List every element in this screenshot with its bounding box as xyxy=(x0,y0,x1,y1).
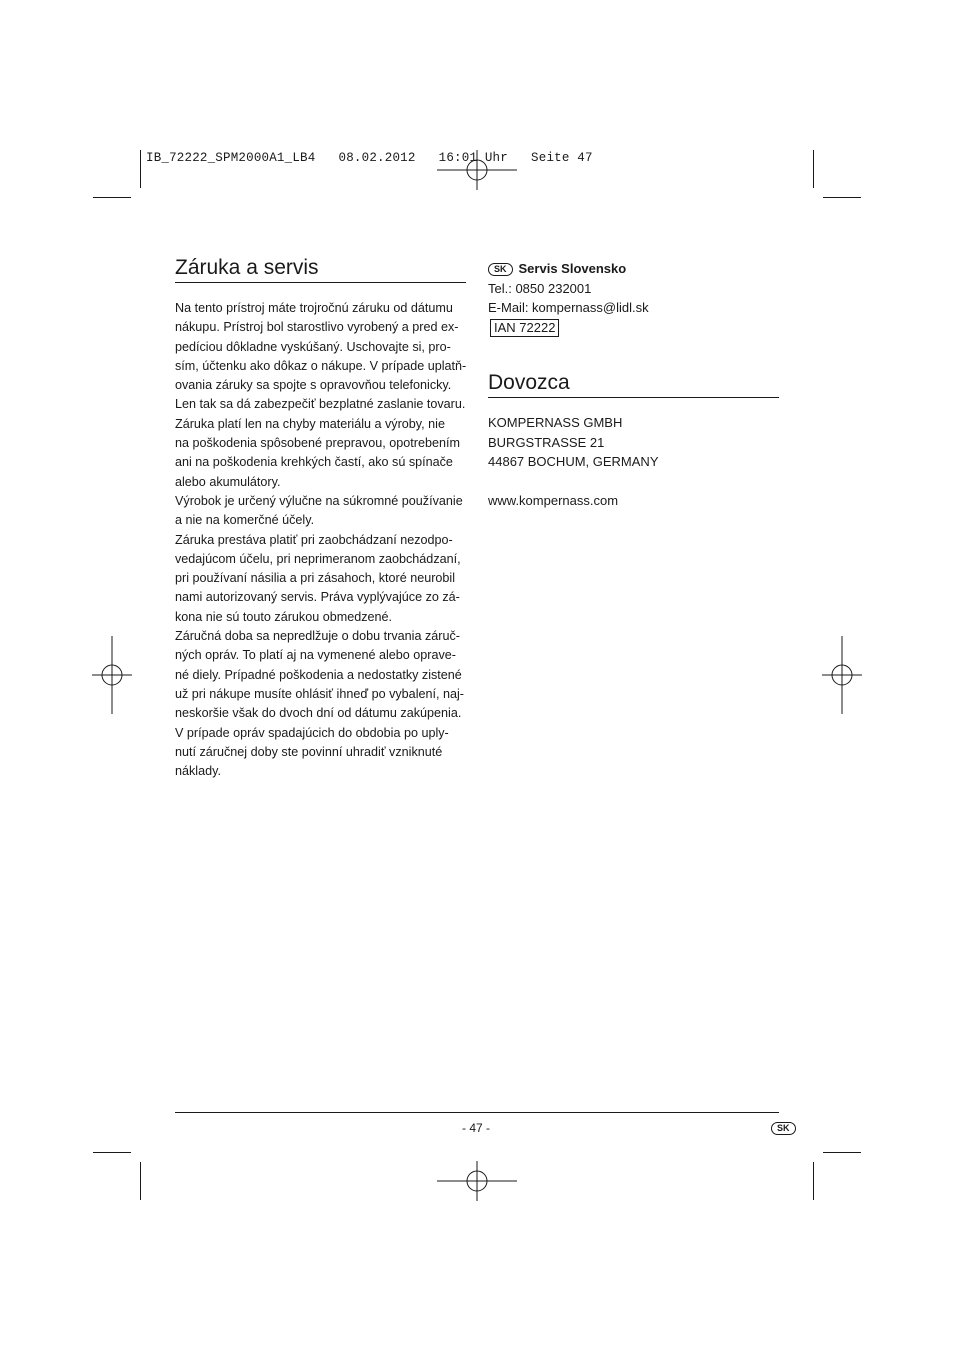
ian-line xyxy=(488,318,788,338)
country-badge: SK xyxy=(488,263,513,276)
text-line: nutí záručnej doby ste povinní uhradiť vzniknuté xyxy=(175,744,443,759)
text-line: náklady. xyxy=(175,764,221,779)
importer-company: KOMPERNASS GMBH xyxy=(488,415,623,430)
text-line: Len tak sa dá zabezpečiť bezplatné zaslanie tovaru. xyxy=(175,397,466,412)
text-line: ani na poškodenia krehkých častí, ako sú spínače xyxy=(175,455,453,470)
text-line: né diely. Prípadné poškodenia a nedostatky zistené xyxy=(175,667,462,682)
footer-rule xyxy=(175,1112,779,1113)
registration-mark-bottom-icon xyxy=(437,1161,517,1201)
text-line: ných opráv. To platí aj na vymenené alebo oprave- xyxy=(175,648,456,663)
text-line: V prípade opráv spadajúcich do obdobia po uply- xyxy=(175,725,449,740)
text-line: neskoršie však do dvoch dní od dátumu zakúpenia. xyxy=(175,706,462,721)
ian-box: IAN 72222 xyxy=(490,319,559,337)
text-line: Na tento prístroj máte trojročnú záruku od dátumu xyxy=(175,301,453,315)
text-line: sím, účtenku ako dôkaz o nákupe. V prípade uplatň- xyxy=(175,358,467,373)
text-line: na poškodenia spôsobené prepravou, opotrebením xyxy=(175,436,460,451)
importer-city: 44867 BOCHUM, GERMANY xyxy=(488,454,659,469)
service-block xyxy=(488,259,788,337)
registration-mark-right-icon xyxy=(822,636,862,714)
registration-mark-top-icon xyxy=(437,150,517,190)
text-line: a nie na komerčné účely. xyxy=(175,513,315,528)
printer-slug: IB_72222_SPM2000A1_LB4 08.02.2012 16:01 Uhr Seite 47 xyxy=(146,151,593,165)
importer-street: BURGSTRASSE 21 xyxy=(488,434,605,450)
text-line: pri používaní násilia a pri zásahoch, ktoré neurobil xyxy=(175,571,456,586)
text-line: Záruka prestáva platiť pri zaobchádzaní nezodpo- xyxy=(175,532,453,547)
text-line: ovania záruky sa spojte s opravovňou telefonicky. xyxy=(175,378,452,393)
importer-heading-rule xyxy=(488,397,779,398)
service-email: E-Mail: kompernass@lidl.sk xyxy=(488,300,649,315)
text-line: vedajúcom účelu, pri neprimeranom zaobchádzaní, xyxy=(175,551,461,566)
text-line: Výrobok je určený výlučne na súkromné používanie xyxy=(175,493,463,508)
importer-website: www.kompernass.com xyxy=(488,493,619,508)
text-line: už pri nákupe musíte ohlásiť ihneď po vybalení, naj- xyxy=(175,686,464,701)
footer-country-badge: SK xyxy=(771,1122,796,1135)
text-line: Záručná doba sa nepredlžuje o dobu trvania záruč- xyxy=(175,629,460,644)
importer-heading: Dovozca xyxy=(488,371,570,394)
service-title-line xyxy=(488,259,788,279)
service-title: Servis Slovensko xyxy=(518,261,627,276)
text-line: nami autorizovaný servis. Práva vyplývajúce zo zá- xyxy=(175,590,460,605)
registration-mark-left-icon xyxy=(92,636,132,714)
text-line: kona nie sú touto zárukou obmedzené. xyxy=(175,609,393,624)
warranty-heading: Záruka a servis xyxy=(175,256,319,279)
page-number: - 47 - xyxy=(462,1121,491,1135)
importer-block xyxy=(488,413,788,511)
text-line: alebo akumulátory. xyxy=(175,474,281,489)
text-line: Záruka platí len na chyby materiálu a výroby, nie xyxy=(175,416,445,431)
service-tel: Tel.: 0850 232001 xyxy=(488,280,592,296)
text-line: pedíciou dôkladne vyskúšaný. Uschovajte si, pro- xyxy=(175,339,451,354)
warranty-text xyxy=(175,299,475,781)
warranty-heading-rule xyxy=(175,282,466,283)
text-line: nákupu. Prístroj bol starostlivo vyrobený a pred ex- xyxy=(175,320,459,335)
